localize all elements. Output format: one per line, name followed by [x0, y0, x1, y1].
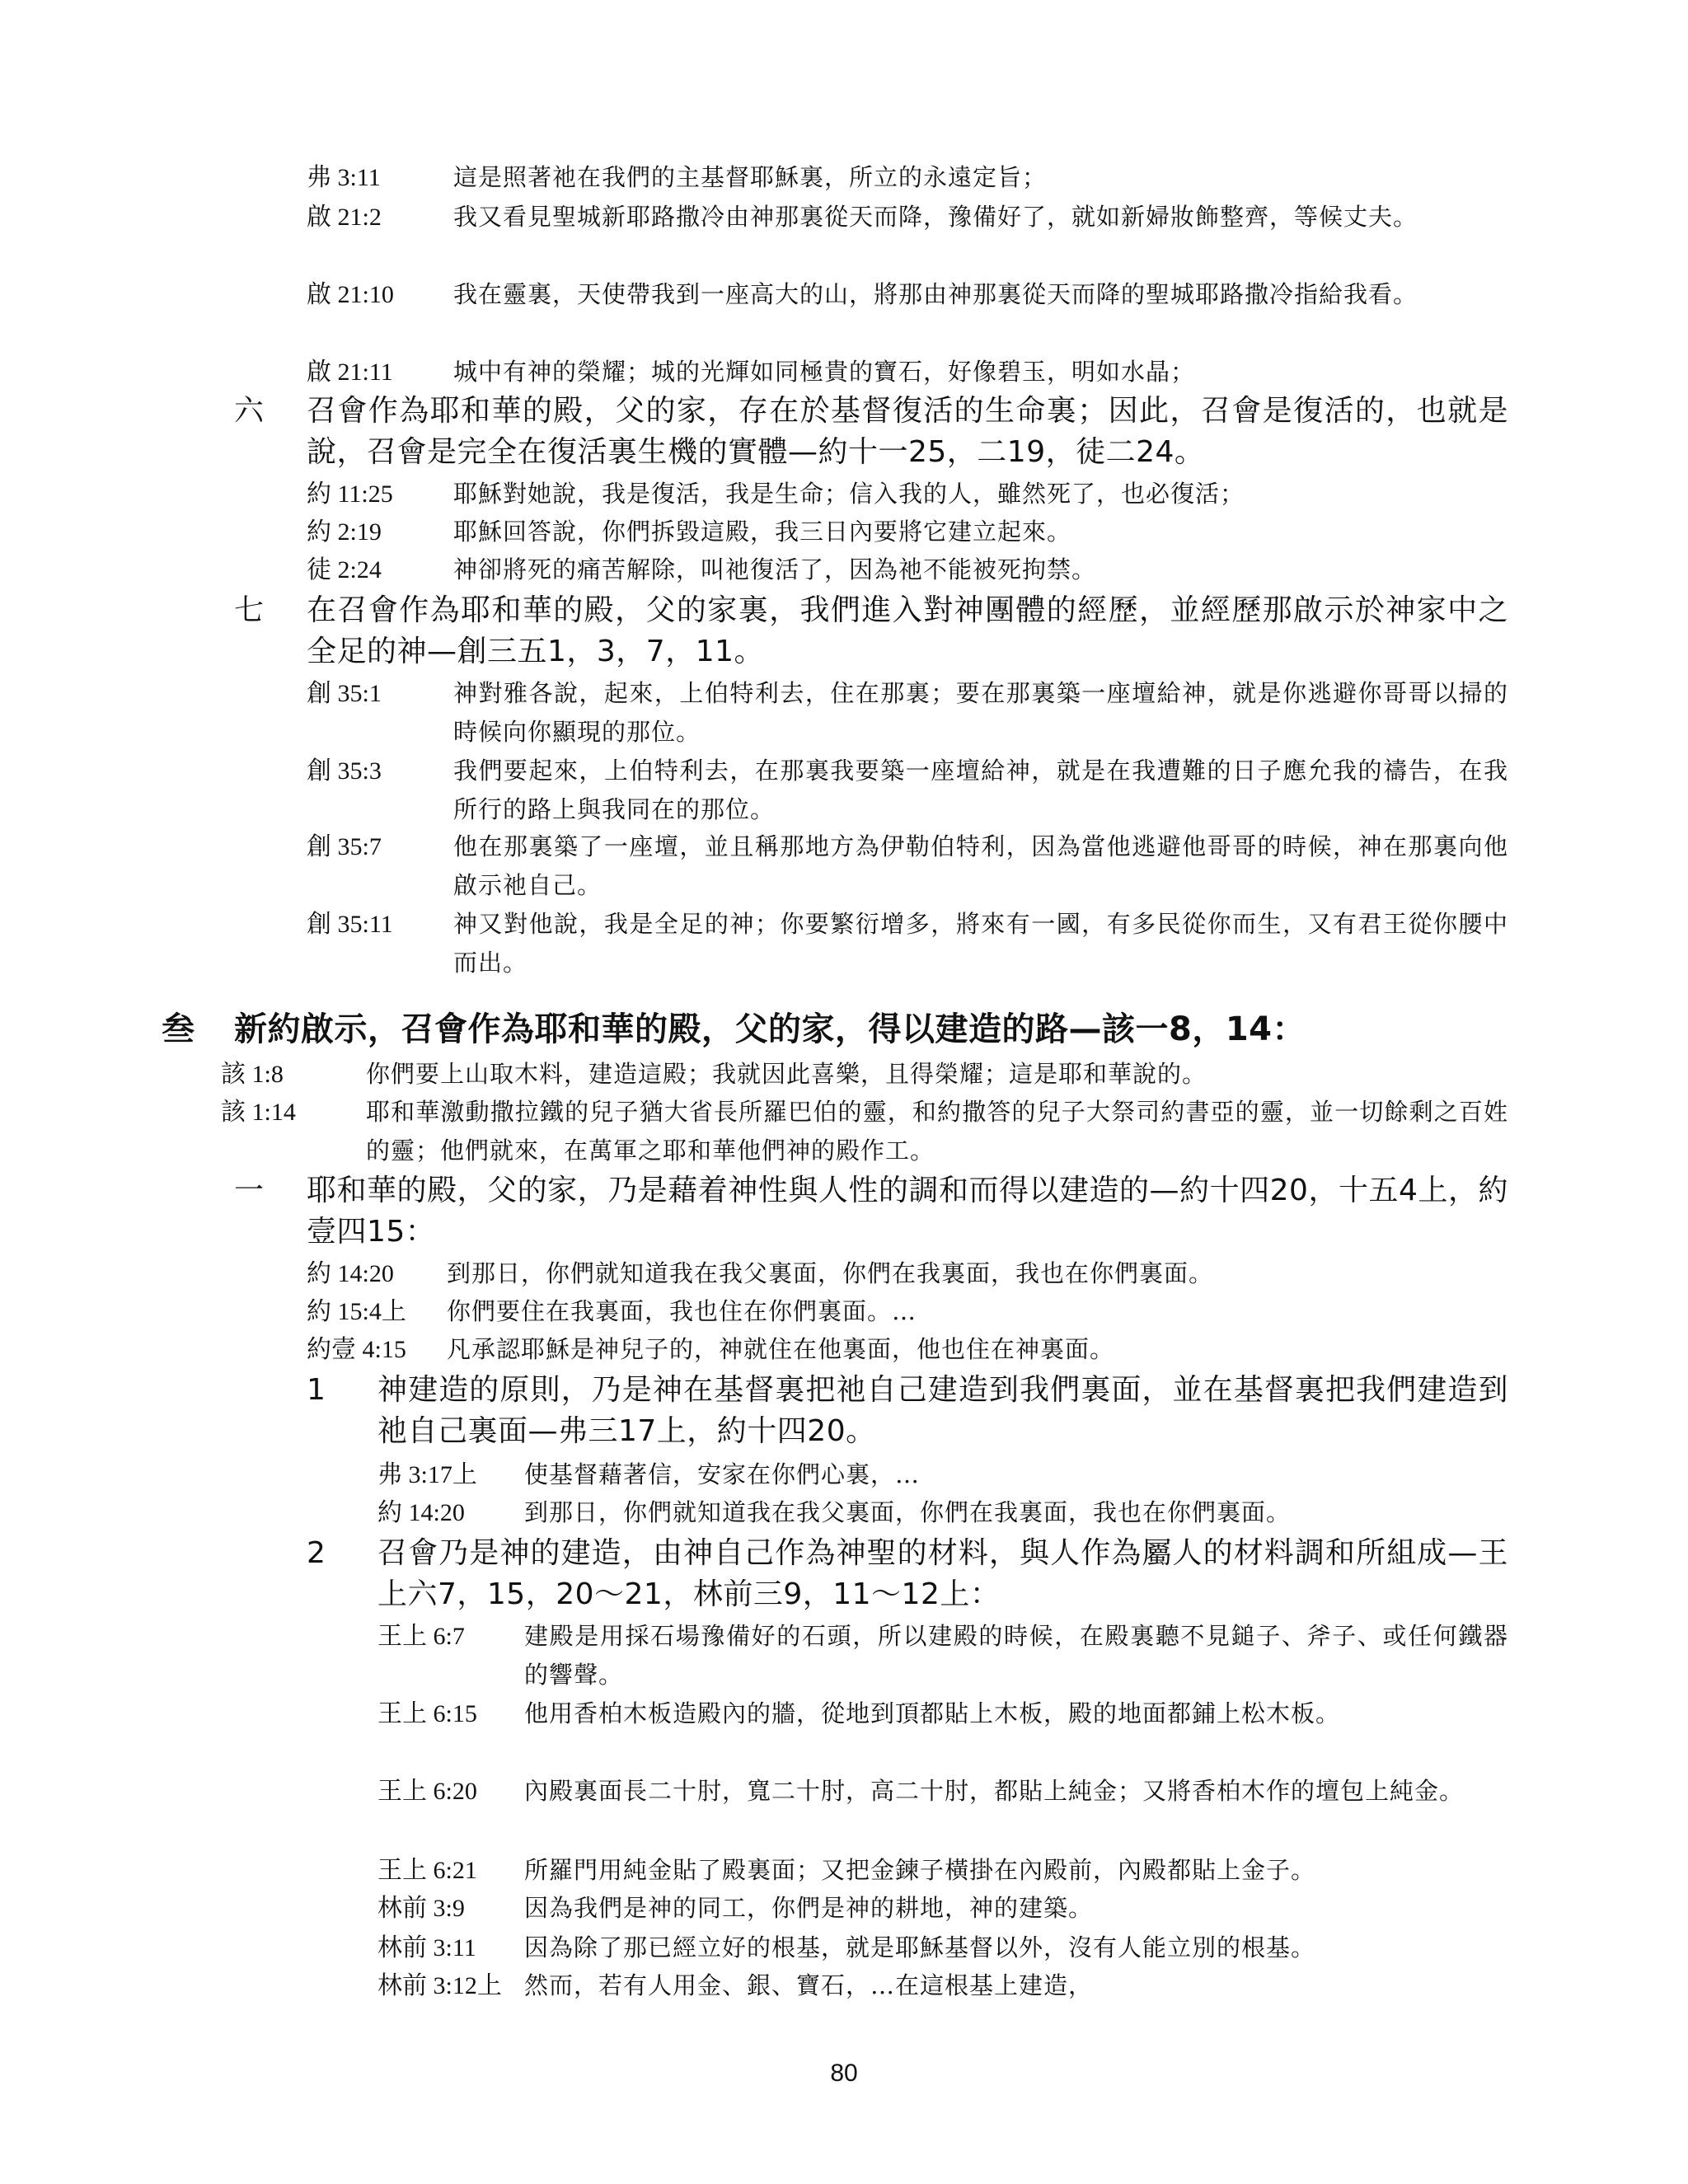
verse-reference: 啟 21:2	[307, 204, 382, 231]
verse-block	[377, 1851, 1508, 1890]
outline-point	[234, 391, 1508, 473]
verse-reference: 該 1:14	[221, 1099, 296, 1126]
verse-block	[307, 752, 1508, 829]
verse-reference: 王上 6:7	[377, 1623, 465, 1650]
verse-reference: 該 1:8	[221, 1061, 284, 1088]
verse-reference: 約 14:20	[377, 1499, 465, 1526]
verse-block	[377, 1493, 1508, 1532]
verse-text: 到那日，你們就知道我在我父裏面，你們在我裏面，我也在你們裏面。	[524, 1498, 1292, 1526]
verse-block	[307, 1292, 1508, 1331]
verse-text: 凡承認耶穌是神兒子的，神就住在他裏面，他也住在神裏面。	[447, 1335, 1115, 1363]
verse-reference: 創 35:11	[307, 911, 393, 938]
verse-text: 他用香柏木板造殿內的牆，從地到頂都貼上木板，殿的地面都鋪上松木板。	[524, 1699, 1341, 1727]
verse-reference: 創 35:1	[307, 680, 382, 707]
verse-reference: 創 35:7	[307, 833, 382, 860]
verse-reference: 約 14:20	[307, 1260, 394, 1287]
point-text: 耶和華的殿，父的家，乃是藉着神性與人性的調和而得以建造的—約十四20，十五4上，約壹四15：	[307, 1174, 1508, 1249]
point-number: 六	[234, 394, 265, 428]
verse-block	[377, 1966, 1508, 2005]
verse-text: 神對雅各說，起來，上伯特利去，住在那裏；要在那裏築一座壇給神，就是你逃避你哥哥以掃的時候向你顯現的那位。	[453, 679, 1508, 746]
verse-block	[307, 475, 1508, 513]
point-text: 在召會作為耶和華的殿，父的家裏，我們進入對神團體的經歷，並經歷那啟示於神家中之全足的神—創三五1，3，7，11。	[307, 593, 1508, 668]
point-number: 七	[234, 593, 265, 627]
verse-block	[307, 1330, 1508, 1369]
verse-text: 所羅門用純金貼了殿裏面；又把金鍊子橫掛在內殿前，內殿都貼上金子。	[524, 1856, 1316, 1884]
verse-block	[307, 551, 1508, 589]
subpoint-text: 召會乃是神的建造，由神自己作為神聖的材料，與人作為屬人的材料調和所組成—王上六7，15，20～21，林前三9，11～12上：	[377, 1536, 1508, 1611]
verse-reference: 弗 3:17上	[377, 1461, 477, 1488]
verse-block	[377, 1772, 1508, 1811]
subpoint-number: 2	[307, 1536, 326, 1570]
verse-block	[307, 905, 1508, 982]
verse-reference: 約 15:4上	[307, 1298, 406, 1325]
verse-text: 耶穌對她說，我是復活，我是生命；信入我的人，雖然死了，也必復活；	[453, 480, 1245, 508]
verse-block	[377, 1889, 1508, 1928]
verse-block	[377, 1455, 1508, 1494]
verse-block	[307, 158, 1508, 197]
verse-text: 耶和華激動撒拉鐵的兒子猶大省長所羅巴伯的靈，和約撒答的兒子大祭司約書亞的靈，並一切餘剩之百姓的靈；他們就來，在萬軍之耶和華他們神的殿作工。	[366, 1098, 1508, 1165]
subpoint-text: 神建造的原則，乃是神在基督裏把祂自己建造到我們裏面，並在基督裏把我們建造到祂自己裏面—弗三17上，約十四20。	[377, 1373, 1508, 1448]
outline-subpoint	[307, 1370, 1508, 1452]
verse-text: 內殿裏面長二十肘，寬二十肘，高二十肘，都貼上純金；又將香柏木作的壇包上純金。	[524, 1777, 1465, 1805]
verse-text: 到那日，你們就知道我在我父裏面，你們在我裏面，我也在你們裏面。	[447, 1259, 1214, 1287]
verse-block	[307, 1254, 1508, 1293]
verse-text: 我在靈裏，天使帶我到一座高大的山，將那由神那裏從天而降的聖城耶路撒冷指給我看。	[453, 280, 1418, 308]
outline-point	[234, 1170, 1508, 1253]
verse-text: 我們要起來，上伯特利去，在那裏我要築一座壇給神，就是在我遭難的日子應允我的禱告，在我所行的路上與我同在的那位。	[453, 757, 1508, 823]
verse-block	[377, 1929, 1508, 1967]
verse-text: 建殿是用採石場豫備好的石頭，所以建殿的時候，在殿裏聽不見鎚子、斧子、或任何鐵器的響聲。	[524, 1622, 1508, 1689]
verse-reference: 林前 3:12上	[377, 1972, 502, 1999]
verse-block	[307, 513, 1508, 551]
verse-reference: 約 11:25	[307, 480, 393, 508]
subpoint-number: 1	[307, 1373, 326, 1407]
section-heading	[162, 1007, 1513, 1052]
verse-block	[307, 353, 1508, 391]
verse-text: 你們要上山取木料，建造這殿；我就因此喜樂，且得榮耀；這是耶和華說的。	[366, 1060, 1207, 1088]
outline-point	[234, 590, 1508, 673]
verse-reference: 林前 3:9	[377, 1895, 465, 1922]
point-number: 一	[234, 1174, 265, 1207]
heading-number: 叁	[162, 1010, 195, 1048]
verse-text: 你們要住在我裏面，我也住在你們裏面。…	[447, 1297, 917, 1325]
verse-reference: 王上 6:15	[377, 1700, 477, 1727]
verse-block	[377, 1694, 1508, 1733]
verse-reference: 林前 3:11	[377, 1934, 476, 1961]
verse-block	[377, 1617, 1508, 1694]
verse-text: 耶穌回答說，你們拆毀這殿，我三日內要將它建立起來。	[453, 518, 1072, 546]
verse-text: 我又看見聖城新耶路撒冷由神那裏從天而降，豫備好了，就如新婦妝飾整齊，等候丈夫。	[453, 203, 1418, 231]
verse-block	[307, 198, 1508, 237]
verse-block	[221, 1093, 1508, 1170]
verse-text: 神卻將死的痛苦解除，叫祂復活了，因為祂不能被死拘禁。	[453, 555, 1097, 583]
verse-text: 使基督藉著信，安家在你們心裏，…	[524, 1460, 921, 1488]
verse-reference: 創 35:3	[307, 757, 382, 785]
verse-reference: 約壹 4:15	[307, 1336, 406, 1363]
verse-reference: 約 2:19	[307, 518, 382, 546]
verse-block	[307, 275, 1508, 314]
verse-reference: 啟 21:11	[307, 359, 393, 386]
page-number: 80	[830, 2060, 858, 2087]
verse-block	[221, 1055, 1508, 1094]
verse-text: 他在那裏築了一座壇，並且稱那地方為伊勒伯特利，因為當他逃避他哥哥的時候，神在那裏向他啟示祂自己。	[453, 832, 1508, 899]
point-text: 召會作為耶和華的殿，父的家，存在於基督復活的生命裏；因此，召會是復活的，也就是說，召會是完全在復活裏生機的實體—約十一25，二19，徒二24。	[307, 394, 1508, 469]
verse-text: 城中有神的榮耀；城的光輝如同極貴的寶石，好像碧玉，明如水晶；	[453, 358, 1196, 386]
verse-reference: 王上 6:20	[377, 1778, 477, 1805]
verse-text: 這是照著祂在我們的主基督耶穌裏，所立的永遠定旨；	[453, 163, 1048, 191]
outline-subpoint	[307, 1533, 1508, 1615]
heading-text: 新約啟示，召會作為耶和華的殿，父的家，得以建造的路—該一8，14：	[234, 1010, 1306, 1048]
verse-reference: 啟 21:10	[307, 281, 394, 308]
verse-reference: 王上 6:21	[377, 1857, 477, 1884]
verse-reference: 徒 2:24	[307, 556, 382, 583]
verse-block	[307, 827, 1508, 905]
verse-text: 因為我們是神的同工，你們是神的耕地，神的建築。	[524, 1894, 1094, 1922]
verse-reference: 弗 3:11	[307, 164, 381, 191]
verse-text: 神又對他說，我是全足的神；你要繁衍增多，將來有一國，有多民從你而生，又有君王從你腰中而出。	[453, 910, 1508, 977]
verse-block	[307, 674, 1508, 752]
verse-text: 然而，若有人用金、銀、寶石，…在這根基上建造，	[524, 1971, 1094, 1999]
verse-text: 因為除了那已經立好的根基，就是耶穌基督以外，沒有人能立別的根基。	[524, 1933, 1316, 1961]
